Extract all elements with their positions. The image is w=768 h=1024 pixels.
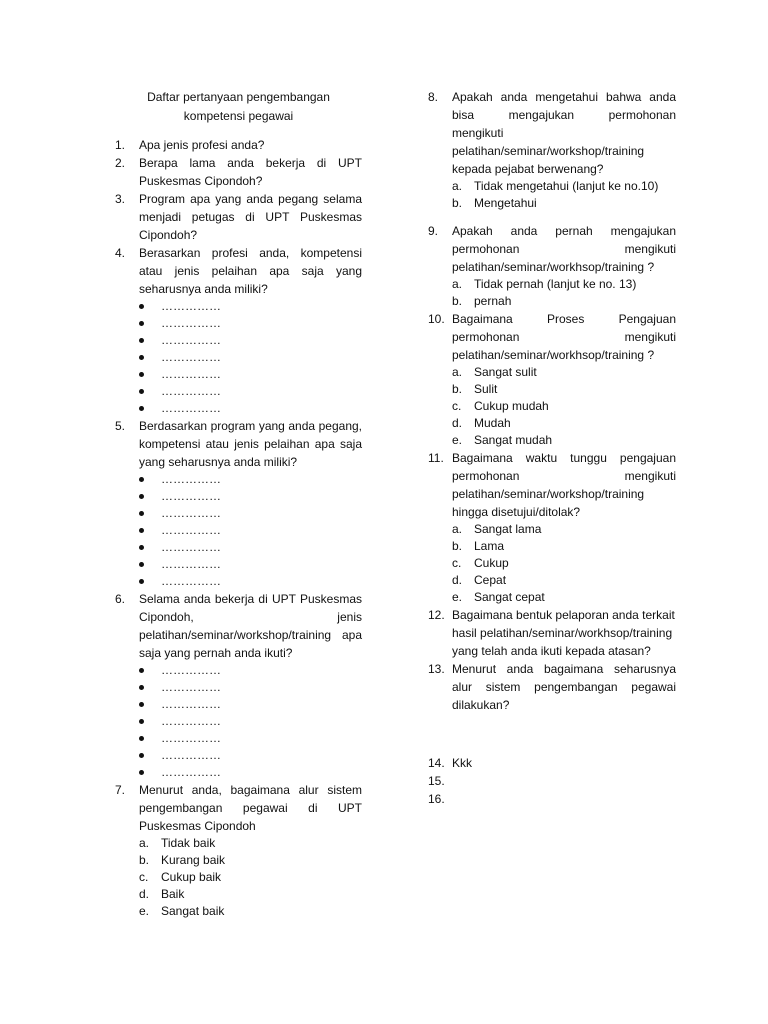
question-14: [428, 754, 676, 772]
answer-blank: ……………: [161, 400, 362, 417]
question-8: [428, 88, 676, 178]
option-item: b. pernah: [452, 294, 512, 308]
answer-blank: ……………: [161, 556, 362, 573]
answer-blank: ……………: [161, 696, 362, 713]
question-9: [428, 222, 676, 276]
option-item: d. Cepat: [452, 573, 507, 587]
left-column: [115, 88, 362, 920]
answer-blank: ……………: [161, 764, 362, 781]
answer-blanks-4: [115, 298, 362, 417]
question-16: [428, 790, 676, 808]
question-text: Apakah anda pernah mengajukan permohonan mengikuti pelatihan/seminar/workhsop/training ?: [452, 224, 676, 274]
answer-blank: ……………: [161, 298, 362, 315]
question-number: 1.: [115, 138, 126, 152]
option-item: b. Sulit: [452, 382, 498, 396]
question-2: [115, 154, 362, 190]
question-number: 9.: [428, 224, 439, 238]
answer-blank: ……………: [161, 730, 362, 747]
question-number: 3.: [115, 192, 126, 206]
question-number: 2.: [115, 156, 126, 170]
page-title: [115, 88, 362, 126]
question-text: Menurut anda, bagaimana alur sistem pengembangan pegawai di UPT Puskesmas Cipondoh: [139, 783, 362, 833]
question-number: 5.: [115, 419, 126, 433]
options-10: [428, 364, 676, 449]
options-11: [428, 521, 676, 606]
question-number: 7.: [115, 783, 126, 797]
question-number: 11.: [428, 451, 444, 465]
answer-blank: ……………: [161, 522, 362, 539]
answer-blank: ……………: [161, 471, 362, 488]
answer-blank: ……………: [161, 505, 362, 522]
question-number: 15.: [428, 774, 445, 788]
option-item: e. Sangat baik: [139, 904, 225, 918]
option-item: c. Cukup: [452, 556, 509, 570]
question-text: Bagaimana bentuk pelaporan anda terkait hasil pelatihan/seminar/workhsop/training yang telah anda ikuti kepada atasan?: [452, 608, 675, 658]
question-number: 8.: [428, 90, 439, 104]
question-4: [115, 244, 362, 298]
question-12: [428, 606, 676, 660]
option-item: c. Cukup mudah: [452, 399, 549, 413]
question-text: Apa jenis profesi anda?: [139, 138, 265, 152]
option-item: a. Tidak baik: [139, 836, 216, 850]
options-9: [428, 276, 676, 310]
question-15: [428, 772, 676, 790]
option-item: d. Mudah: [452, 416, 511, 430]
answer-blank: ……………: [161, 573, 362, 590]
question-number: 6.: [115, 592, 126, 606]
option-item: a. Sangat sulit: [452, 365, 537, 379]
question-number: 12.: [428, 608, 445, 622]
question-13: [428, 660, 676, 714]
question-text: Berapa lama anda bekerja di UPT Puskesmas Cipondoh?: [139, 156, 362, 188]
answer-blank: ……………: [161, 332, 362, 349]
question-text: Kkk: [452, 756, 473, 770]
options-8: [428, 178, 676, 212]
question-text: Berasarkan profesi anda, kompetensi atau jenis pelaihan apa saja yang seharusnya anda miliki?: [139, 246, 362, 296]
question-text: Bagaimana waktu tunggu pengajuan permohonan mengikuti pelatihan/seminar/workshop/training hingga disetujui/ditolak?: [452, 451, 676, 519]
question-text: Program apa yang anda pegang selama menjadi petugas di UPT Puskesmas Cipondoh?: [139, 192, 362, 242]
answer-blank: ……………: [161, 662, 362, 679]
question-number: 4.: [115, 246, 126, 260]
question-number: 16.: [428, 792, 445, 806]
question-text: [452, 790, 676, 808]
answer-blank: ……………: [161, 366, 362, 383]
right-column: [428, 88, 676, 808]
question-text: [452, 772, 676, 790]
question-6: [115, 590, 362, 662]
answer-blank: ……………: [161, 679, 362, 696]
question-text: Selama anda bekerja di UPT Puskesmas Cipondoh, jenis pelatihan/seminar/workshop/training apa saja yang pernah anda ikuti?: [139, 592, 362, 660]
question-text: Berdasarkan program yang anda pegang, kompetensi atau jenis pelaihan apa saja yang seharusnya anda miliki?: [139, 419, 362, 469]
answer-blank: ……………: [161, 488, 362, 505]
question-3: [115, 190, 362, 244]
answer-blank: ……………: [161, 383, 362, 400]
answer-blank: ……………: [161, 315, 362, 332]
option-item: a. Tidak mengetahui (lanjut ke no.10): [452, 179, 659, 193]
question-number: 14.: [428, 756, 445, 770]
title-line-1: Daftar pertanyaan pengembangan: [147, 90, 330, 104]
option-item: a. Tidak pernah (lanjut ke no. 13): [452, 277, 637, 291]
option-item: d. Baik: [139, 887, 185, 901]
answer-blank: ……………: [161, 713, 362, 730]
option-item: a. Sangat lama: [452, 522, 542, 536]
question-10: [428, 310, 676, 364]
title-line-2: kompetensi pegawai: [183, 109, 294, 123]
answer-blanks-5: [115, 471, 362, 590]
answer-blank: ……………: [161, 747, 362, 764]
question-number: 10.: [428, 312, 445, 326]
question-text: Menurut anda bagaimana seharusnya alur sistem pengembangan pegawai dilakukan?: [452, 662, 676, 712]
option-item: e. Sangat mudah: [452, 433, 553, 447]
answer-blank: ……………: [161, 349, 362, 366]
answer-blank: ……………: [161, 539, 362, 556]
option-item: b. Mengetahui: [452, 196, 537, 210]
question-number: 13.: [428, 662, 445, 676]
option-item: b. Kurang baik: [139, 853, 226, 867]
question-11: [428, 449, 676, 521]
question-7: [115, 781, 362, 835]
option-item: e. Sangat cepat: [452, 590, 545, 604]
answer-blanks-6: [115, 662, 362, 781]
question-text: Bagaimana Proses Pengajuan permohonan mengikuti pelatihan/seminar/workhsop/training ?: [452, 312, 676, 362]
option-item: b. Lama: [452, 539, 505, 553]
question-5: [115, 417, 362, 471]
option-item: c. Cukup baik: [139, 870, 222, 884]
question-text: Apakah anda mengetahui bahwa anda bisa mengajukan permohonan mengikuti pelatihan/seminar/workshop/training kepada pejabat berwenang?: [452, 90, 676, 176]
question-1: [115, 136, 362, 154]
options-7: [115, 835, 362, 920]
